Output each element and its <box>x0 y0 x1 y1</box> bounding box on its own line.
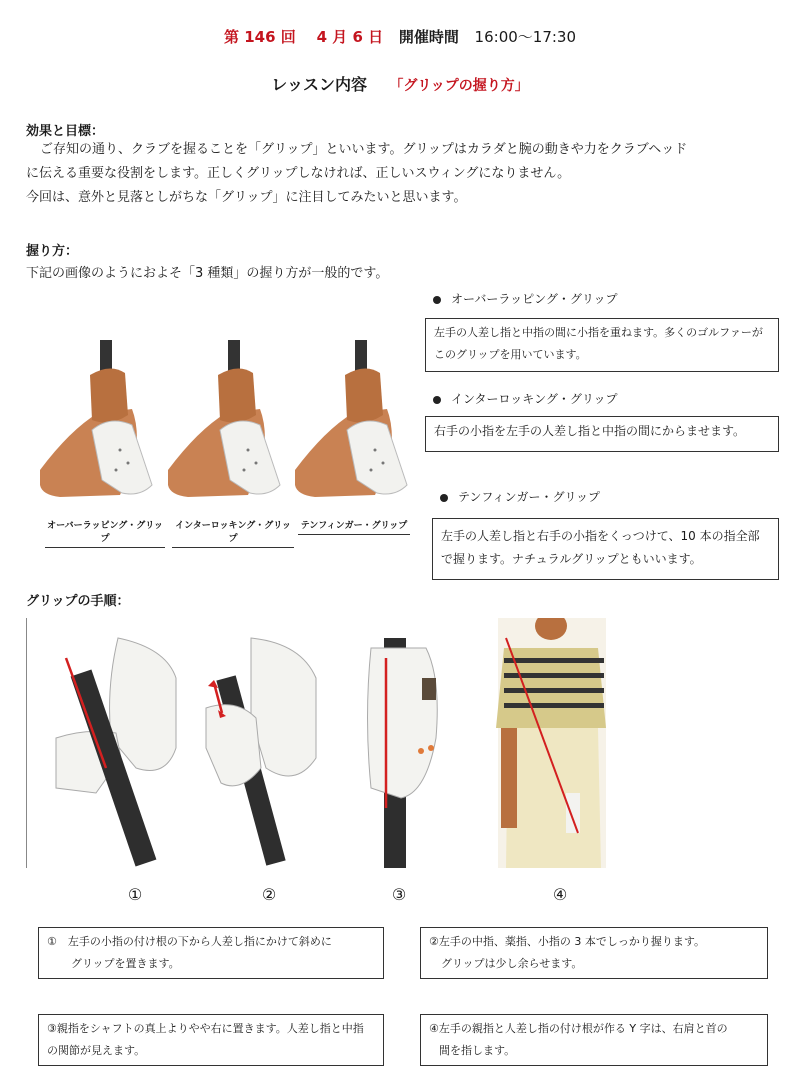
grip-photo-tenfinger <box>295 340 407 497</box>
desc-line: このグリップを用いています。 <box>434 348 587 361</box>
desc-line: で握ります。ナチュラルグリップともいいます。 <box>441 552 702 566</box>
bullet-label: オーバーラッピング・グリップ <box>451 292 618 306</box>
procedure-photo-3 <box>368 638 438 868</box>
bullet-dot-icon <box>440 494 448 502</box>
grip-photo-interlocking <box>168 340 280 497</box>
procedure-photo-4 <box>496 618 606 868</box>
step-box-1 <box>38 927 384 979</box>
step-line: の関節が見えます。 <box>47 1044 146 1057</box>
lesson-title <box>0 72 800 95</box>
bullet-dot-icon <box>433 296 441 304</box>
effects-body <box>26 138 786 210</box>
lesson-topic: 「グリップの握り方」 <box>389 78 529 94</box>
howto-heading: 握り方： <box>26 244 79 259</box>
step-box-2 <box>420 927 768 979</box>
desc-line: 左手の人差し指と中指の間に小指を重ねます。多くのゴルファーが <box>434 326 763 339</box>
procedure-photos <box>26 618 616 873</box>
step-line: ① 左手の小指の付け根の下から人差し指にかけて斜めに <box>47 935 332 948</box>
session-header <box>0 26 800 47</box>
caption-overlapping: オーバーラッピング・グリップ <box>45 518 165 548</box>
desc-interlocking <box>425 416 779 452</box>
step-line: ②左手の中指、薬指、小指の 3 本でしっかり握ります。 <box>429 935 705 948</box>
caption-interlocking: インターロッキング・グリップ <box>172 518 294 548</box>
effects-heading: 効果と目標： <box>26 124 105 139</box>
step-number-3: ③ <box>391 885 407 904</box>
step-line: 間を指します。 <box>439 1044 516 1057</box>
procedure-photo-2 <box>206 638 316 863</box>
step-line: グリップを置きます。 <box>71 957 180 970</box>
bullet-tenfinger <box>440 488 600 505</box>
effects-line: 今回は、意外と見落としがちな「グリップ」に注目してみたいと思います。 <box>26 190 467 205</box>
bullet-interlocking <box>433 390 617 407</box>
step-number-1: ① <box>127 885 143 904</box>
bullet-label: テンフィンガー・グリップ <box>458 490 600 504</box>
step-number-4: ④ <box>552 885 568 904</box>
grip-photo-overlapping <box>40 340 152 497</box>
desc-overlapping <box>425 318 779 372</box>
desc-tenfinger <box>432 518 779 580</box>
howto-intro: 下記の画像のようにおよそ「3 種類」の握り方が一般的です。 <box>26 266 389 281</box>
lesson-label: レッスン内容 <box>271 75 368 94</box>
grip-photos <box>40 335 420 535</box>
procedure-photo-1 <box>26 618 176 868</box>
procedure-heading: グリップの手順： <box>26 594 130 609</box>
session-time: 16:00～17:30 <box>474 28 577 46</box>
effects-line: ご存知の通り、クラブを握ることを「グリップ」といいます。グリップはカラダと腕の動きや力をクラブヘッド <box>40 142 688 157</box>
step-number-2: ② <box>261 885 277 904</box>
time-label: 開催時間 <box>398 28 459 46</box>
effects-line: に伝える重要な役割をします。正しくグリップしなければ、正しいスウィングになりません。 <box>26 166 571 181</box>
desc-line: 左手の人差し指と右手の小指をくっつけて、10 本の指全部 <box>441 529 760 543</box>
step-line: ④左手の親指と人差し指の付け根が作る Y 字は、右肩と首の <box>429 1022 728 1035</box>
step-box-3 <box>38 1014 384 1066</box>
session-date: 4 月 6 日 <box>316 28 384 46</box>
caption-tenfinger: テンフィンガー・グリップ <box>298 518 410 535</box>
step-line: グリップは少し余らせます。 <box>441 957 583 970</box>
bullet-dot-icon <box>433 396 441 404</box>
step-box-4 <box>420 1014 768 1066</box>
step-line: ③親指をシャフトの真上よりやや右に置きます。人差し指と中指 <box>47 1022 364 1035</box>
desc-line: 右手の小指を左手の人差し指と中指の間にからませます。 <box>434 424 746 438</box>
bullet-overlapping <box>433 290 617 307</box>
session-number: 第 146 回 <box>223 28 296 46</box>
bullet-label: インターロッキング・グリップ <box>451 392 618 406</box>
